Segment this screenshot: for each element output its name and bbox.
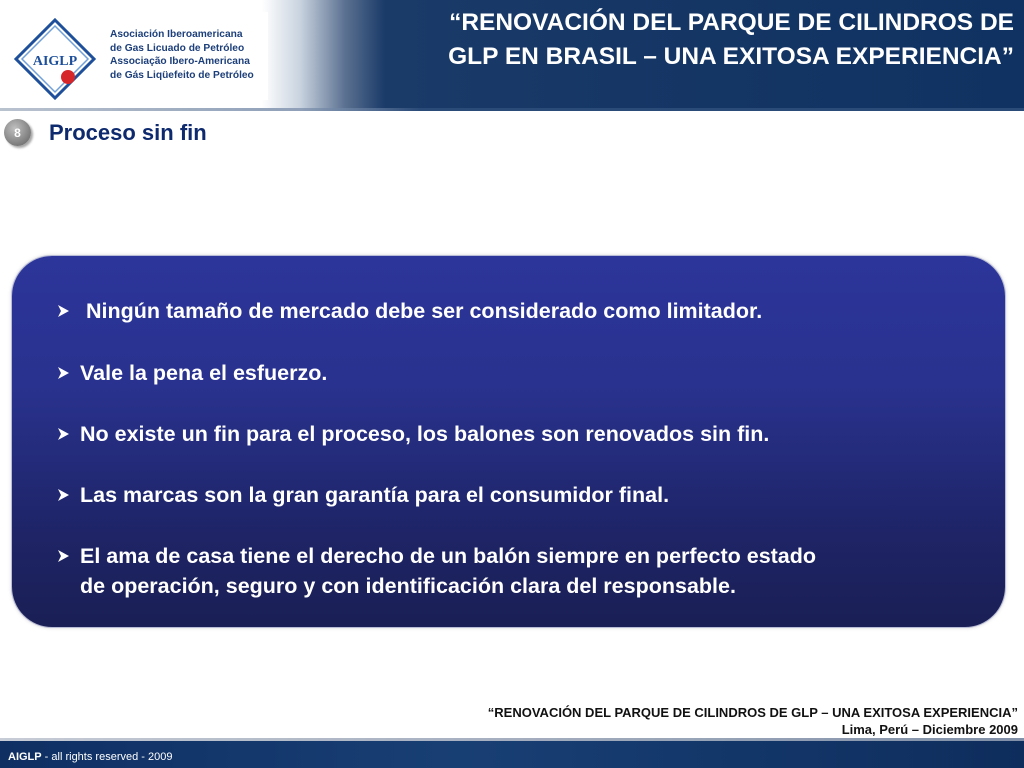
logo-line: de Gás Liqüefeito de Petróleo: [110, 69, 254, 81]
footer-rights: - all rights reserved - 2009: [41, 751, 173, 763]
logo-mark-text: AIGLP: [32, 54, 78, 69]
arrow-bullet-icon: [54, 487, 74, 503]
bullet-item: [54, 419, 769, 449]
logo-line: Asociación Iberoamericana: [110, 29, 243, 40]
header-bar: [0, 0, 1024, 110]
aiglp-diamond-logo-icon: [14, 18, 96, 100]
footer-bar: [0, 741, 1024, 768]
bullet-text-continuation: de operación, seguro y con identificación clara del responsable.: [80, 574, 736, 598]
footer-title: “RENOVACIÓN DEL PARQUE DE CILINDROS DE GLP – UNA EXITOSA EXPERIENCIA”: [487, 705, 1018, 720]
bullet-text: El ama de casa tiene el derecho de un balón siempre en perfecto estado: [80, 544, 817, 568]
slide-title-line-1: “RENOVACIÓN DEL PARQUE DE CILINDROS DE: [449, 9, 1014, 36]
bullet-item: [54, 541, 816, 601]
logo-text-block: [110, 28, 270, 82]
logo-line: Associação Ibero-Americana: [110, 56, 250, 67]
header-divider: [0, 108, 1024, 111]
copyright-notice: [8, 751, 172, 763]
arrow-bullet-icon: [54, 548, 74, 564]
section-number-badge: 8: [4, 119, 31, 146]
logo-line: de Gas Licuado de Petróleo: [110, 42, 245, 54]
slide-title-line-2: GLP EN BRASIL – UNA EXITOSA EXPERIENCIA”: [448, 43, 1014, 70]
aiglp-logo: [10, 12, 268, 100]
footer-info: [488, 704, 1018, 738]
bullet-text: No existe un fin para el proceso, los balones son renovados sin fin.: [80, 422, 770, 446]
footer-brand: AIGLP: [8, 751, 42, 763]
bullet-item: [54, 296, 762, 326]
arrow-bullet-icon: [54, 303, 74, 319]
slide-title: [354, 6, 1014, 74]
arrow-bullet-icon: [54, 365, 74, 381]
bullet-item: [54, 480, 669, 510]
footer-place-date: Lima, Perú – Diciembre 2009: [841, 722, 1018, 737]
arrow-bullet-icon: [54, 426, 74, 442]
bullet-item: [54, 358, 327, 388]
bullet-text: Las marcas son la gran garantía para el consumidor final.: [80, 483, 670, 507]
bullet-text: Vale la pena el esfuerzo.: [80, 361, 328, 385]
bullet-text: Ningún tamaño de mercado debe ser considerado como limitador.: [80, 299, 763, 323]
section-title: Proceso sin fin: [49, 120, 207, 145]
content-box: [12, 256, 1005, 627]
